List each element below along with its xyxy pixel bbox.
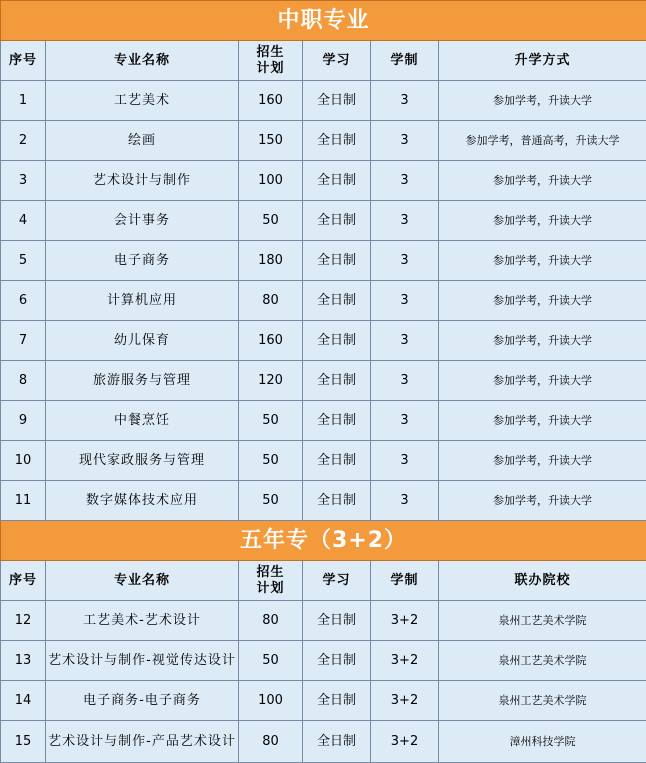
cell-quota: 160 xyxy=(239,81,303,121)
cell-path: 参加学考，普通高考，升读大学 xyxy=(439,121,646,161)
table-row xyxy=(1,321,646,361)
cell-quota: 50 xyxy=(239,441,303,481)
section-title-row xyxy=(1,1,646,41)
cell-study: 全日制 xyxy=(303,441,371,481)
cell-years: 3 xyxy=(371,321,439,361)
cell-no: 3 xyxy=(1,161,46,201)
section-title-row xyxy=(1,521,646,561)
cell-years: 3 xyxy=(371,241,439,281)
cell-quota: 100 xyxy=(239,681,303,721)
cell-quota: 80 xyxy=(239,281,303,321)
cell-quota: 50 xyxy=(239,641,303,681)
table-row xyxy=(1,481,646,521)
column-header-no: 序号 xyxy=(1,41,46,81)
cell-study: 全日制 xyxy=(303,681,371,721)
cell-path: 漳州科技学院 xyxy=(439,721,646,763)
cell-study: 全日制 xyxy=(303,161,371,201)
cell-path: 参加学考，升读大学 xyxy=(439,481,646,521)
cell-path: 参加学考，升读大学 xyxy=(439,161,646,201)
cell-years: 3 xyxy=(371,361,439,401)
cell-study: 全日制 xyxy=(303,201,371,241)
cell-study: 全日制 xyxy=(303,321,371,361)
cell-no: 7 xyxy=(1,321,46,361)
cell-name: 旅游服务与管理 xyxy=(46,361,239,401)
column-header-quota: 招生 计划 xyxy=(239,41,303,81)
cell-study: 全日制 xyxy=(303,361,371,401)
table-row xyxy=(1,721,646,763)
column-header-years: 学制 xyxy=(371,41,439,81)
cell-study: 全日制 xyxy=(303,281,371,321)
cell-no: 6 xyxy=(1,281,46,321)
cell-years: 3 xyxy=(371,401,439,441)
cell-years: 3 xyxy=(371,201,439,241)
cell-no: 2 xyxy=(1,121,46,161)
table-row xyxy=(1,601,646,641)
section-title: 中职专业 xyxy=(1,1,646,41)
cell-name: 艺术设计与制作-视觉传达设计 xyxy=(46,641,239,681)
table-row xyxy=(1,361,646,401)
cell-no: 1 xyxy=(1,81,46,121)
cell-path: 参加学考，升读大学 xyxy=(439,401,646,441)
cell-years: 3+2 xyxy=(371,681,439,721)
column-header-study: 学习 xyxy=(303,41,371,81)
cell-name: 计算机应用 xyxy=(46,281,239,321)
cell-name: 幼儿保育 xyxy=(46,321,239,361)
column-header-path: 升学方式 xyxy=(439,41,646,81)
table-row xyxy=(1,241,646,281)
cell-no: 4 xyxy=(1,201,46,241)
cell-quota: 50 xyxy=(239,401,303,441)
cell-name: 现代家政服务与管理 xyxy=(46,441,239,481)
cell-path: 泉州工艺美术学院 xyxy=(439,681,646,721)
table-row xyxy=(1,441,646,481)
column-header-years: 学制 xyxy=(371,561,439,601)
column-header-name: 专业名称 xyxy=(46,41,239,81)
cell-quota: 120 xyxy=(239,361,303,401)
cell-path: 参加学考，升读大学 xyxy=(439,81,646,121)
cell-name: 会计事务 xyxy=(46,201,239,241)
cell-name: 艺术设计与制作 xyxy=(46,161,239,201)
column-header-name: 专业名称 xyxy=(46,561,239,601)
cell-name: 数字媒体技术应用 xyxy=(46,481,239,521)
cell-name: 电子商务-电子商务 xyxy=(46,681,239,721)
header-row xyxy=(1,561,646,601)
cell-name: 工艺美术-艺术设计 xyxy=(46,601,239,641)
cell-study: 全日制 xyxy=(303,121,371,161)
header-row xyxy=(1,41,646,81)
cell-study: 全日制 xyxy=(303,641,371,681)
cell-no: 13 xyxy=(1,641,46,681)
cell-name: 绘画 xyxy=(46,121,239,161)
cell-no: 5 xyxy=(1,241,46,281)
cell-quota: 50 xyxy=(239,481,303,521)
cell-quota: 160 xyxy=(239,321,303,361)
cell-name: 工艺美术 xyxy=(46,81,239,121)
cell-years: 3 xyxy=(371,81,439,121)
cell-no: 8 xyxy=(1,361,46,401)
section-title: 五年专（3+2） xyxy=(1,521,646,561)
column-header-no: 序号 xyxy=(1,561,46,601)
cell-name: 艺术设计与制作-产品艺术设计 xyxy=(46,721,239,763)
table-row xyxy=(1,681,646,721)
column-header-quota: 招生 计划 xyxy=(239,561,303,601)
cell-quota: 150 xyxy=(239,121,303,161)
cell-no: 14 xyxy=(1,681,46,721)
cell-quota: 80 xyxy=(239,601,303,641)
cell-years: 3 xyxy=(371,441,439,481)
cell-years: 3 xyxy=(371,161,439,201)
cell-quota: 80 xyxy=(239,721,303,763)
cell-path: 参加学考，升读大学 xyxy=(439,441,646,481)
cell-years: 3 xyxy=(371,281,439,321)
cell-study: 全日制 xyxy=(303,401,371,441)
table-row xyxy=(1,401,646,441)
cell-path: 泉州工艺美术学院 xyxy=(439,641,646,681)
cell-path: 参加学考，升读大学 xyxy=(439,321,646,361)
column-header-study: 学习 xyxy=(303,561,371,601)
cell-path: 参加学考，升读大学 xyxy=(439,201,646,241)
cell-path: 泉州工艺美术学院 xyxy=(439,601,646,641)
cell-path: 参加学考，升读大学 xyxy=(439,281,646,321)
cell-quota: 50 xyxy=(239,201,303,241)
cell-study: 全日制 xyxy=(303,601,371,641)
cell-no: 10 xyxy=(1,441,46,481)
cell-study: 全日制 xyxy=(303,481,371,521)
cell-study: 全日制 xyxy=(303,721,371,763)
cell-years: 3+2 xyxy=(371,601,439,641)
cell-path: 参加学考，升读大学 xyxy=(439,361,646,401)
table-row xyxy=(1,281,646,321)
cell-name: 中餐烹饪 xyxy=(46,401,239,441)
table-row xyxy=(1,641,646,681)
column-header-path: 联办院校 xyxy=(439,561,646,601)
cell-years: 3+2 xyxy=(371,721,439,763)
cell-years: 3+2 xyxy=(371,641,439,681)
cell-no: 12 xyxy=(1,601,46,641)
cell-years: 3 xyxy=(371,481,439,521)
cell-study: 全日制 xyxy=(303,241,371,281)
cell-no: 9 xyxy=(1,401,46,441)
cell-quota: 180 xyxy=(239,241,303,281)
cell-no: 15 xyxy=(1,721,46,763)
cell-path: 参加学考，升读大学 xyxy=(439,241,646,281)
cell-quota: 100 xyxy=(239,161,303,201)
cell-study: 全日制 xyxy=(303,81,371,121)
cell-years: 3 xyxy=(371,121,439,161)
table-row xyxy=(1,201,646,241)
table-row xyxy=(1,81,646,121)
table-row xyxy=(1,161,646,201)
cell-name: 电子商务 xyxy=(46,241,239,281)
cell-no: 11 xyxy=(1,481,46,521)
table-row xyxy=(1,121,646,161)
